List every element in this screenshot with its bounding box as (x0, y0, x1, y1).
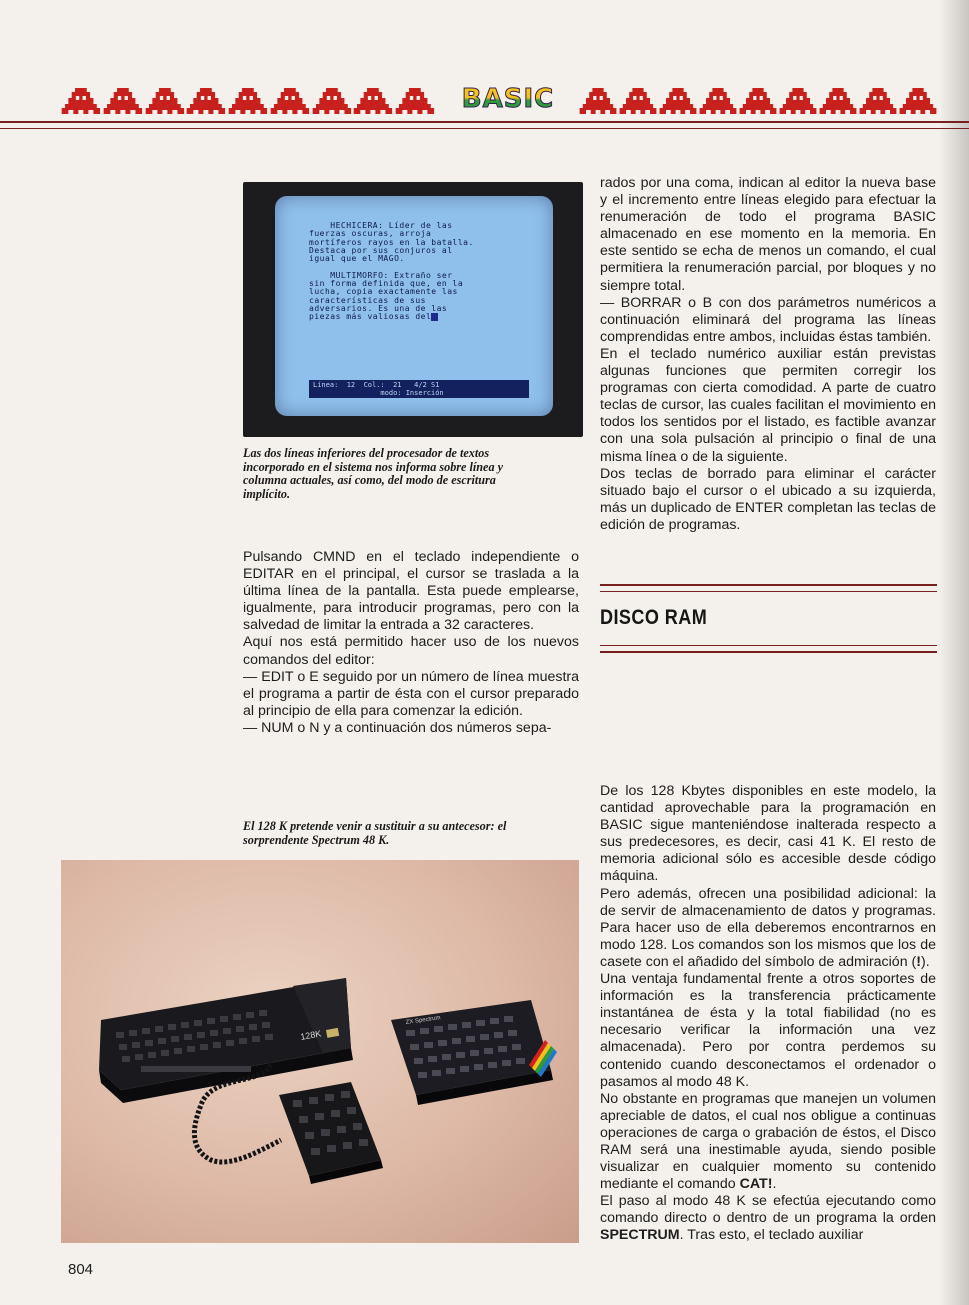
svg-text:128K: 128K (299, 1028, 323, 1042)
screen-text: HECHICERA: Líder de las fuerzas oscuras, arroja mortíferos rayos en la batalla. Destaca por sus conjuros al igual que el MAGO. MULTIMORFO: Extraño ser sin forma definida que, en la lucha, copia exactamente las características de sus adversarios. Es una de las piezas más valiosas del (309, 221, 474, 322)
svg-text:ZX Spectrum: ZX Spectrum (405, 1015, 441, 1026)
paragraph: Una ventaja fundamental frente a otros soportes de información es la transferencia prácticamente instantánea de ésta y la total fiabilidad (no es necesario verificar la información una vez almacenada). Pero por contra perdemos su contenido cuando desconectamos el ordenador o pasamos al modo 48 K. (600, 971, 936, 1090)
space-invader-icon (311, 82, 353, 116)
computer-figure-caption: El 128 K pretende venir a sustituir a su antecesor: el sorprendente Spectrum 48 K. (243, 819, 507, 847)
header-rule-bottom (0, 128, 969, 129)
right-column-text-top (600, 175, 936, 534)
space-invader-icon (618, 82, 658, 116)
space-invader-icon (738, 82, 778, 116)
spectrum-128k-photo (61, 860, 579, 1243)
paragraph: En el teclado numérico auxiliar están previstas algunas funciones que permiten corregir los programas con cierta comodidad. A parte de cuatro teclas de cursor, las cuales facilitan el movimiento en todos los sentidos por el listado, es factible avanzar con una sola pulsación al principio o final de una misma línea o de la siguiente. (600, 345, 936, 465)
space-invader-icon (898, 82, 938, 116)
left-column-text (243, 549, 579, 737)
paragraph: — NUM o N y a continuación dos números sepa- (243, 719, 552, 736)
space-invader-icon (818, 82, 858, 116)
space-invader-icon (102, 82, 144, 116)
space-invader-icon (778, 82, 818, 116)
header-rule-top (0, 121, 969, 123)
space-invader-icon (227, 82, 269, 116)
paragraph: Dos teclas de borrado para eliminar el carácter situado bajo el cursor o el ubicado a su izquierda, más un duplicado de ENTER completan las teclas de edición de programas. (600, 465, 936, 533)
section-rule-4 (600, 651, 937, 653)
monster-row-left (60, 82, 436, 116)
paragraph: No obstante en programas que manejen un volumen apreciable de datos, el cual nos obligue a continuas operaciones de carga o grabación de éstos, el Disco RAM será una inestimable ayuda, siendo posible visualizar en cualquier momento su contenido mediante el comando CAT!. (600, 1090, 936, 1193)
paragraph: — BORRAR o B con dos parámetros numéricos a continuación eliminará del programa las líneas comprendidas entre ambos, incluidas éstas también. (600, 294, 936, 345)
page-number: 804 (68, 1261, 94, 1278)
space-invader-icon (144, 82, 186, 116)
screen-figure-caption: Las dos líneas inferiores del procesador de textos incorporado en el sistema nos informa sobre línea y columna actuales, así como, del modo de escritura implícito. (243, 446, 504, 501)
section-rule-1 (600, 584, 937, 586)
space-invader-icon (394, 82, 436, 116)
section-rule-2 (600, 591, 937, 592)
space-invader-icon (698, 82, 738, 116)
space-invader-icon (269, 82, 311, 116)
right-column-text-bottom (600, 783, 936, 1245)
editor-status-bar: Línea: 12 Col.: 21 4/2 S1 modo: Inserción (309, 380, 529, 398)
space-invader-icon (578, 82, 618, 116)
space-invader-icon (185, 82, 227, 116)
monster-row-right (578, 82, 938, 116)
basic-logo: BASIC (450, 84, 566, 114)
paragraph: — EDIT o E seguido por un número de línea muestra el programa a partir de ésta con el cursor preparado al principio de ella para comenzar la edición. (243, 668, 579, 719)
spectrum-48k-computer (391, 1000, 557, 1105)
section-rule-3 (600, 645, 937, 646)
space-invader-icon (858, 82, 898, 116)
paragraph: Pero además, ofrecen una posibilidad adicional: la de servir de almacenamiento de datos y programas. Para hacer uso de ella deberemos encontrarnos en modo 128. Los comandos son los mismos que los de casete con el añadido del símbolo de admiración (!). (600, 885, 936, 970)
crt-screen (275, 196, 553, 416)
space-invader-icon (658, 82, 698, 116)
section-title: DISCO RAM (600, 606, 708, 629)
space-invader-icon (352, 82, 394, 116)
paragraph: Pulsando CMND en el teclado independiente o EDITAR en el principal, el cursor se traslada a la última línea de la pantalla. Esta puede emplearse, igualmente, para introducir programas, pero con la salvedad de limitar la entrada a 32 caracteres. (243, 549, 579, 634)
space-invader-icon (60, 82, 102, 116)
numeric-keypad (279, 1082, 383, 1184)
monitor-screenshot-figure (243, 182, 583, 437)
paragraph: El paso al modo 48 K se efectúa ejecutando como comando directo o dentro de un programa la orden SPECTRUM. Tras esto, el teclado auxiliar (600, 1193, 936, 1244)
paragraph: rados por una coma, indican al editor la nueva base y el incremento entre líneas elegido para efectuar la renumeración de todo el programa BASIC almacenado en ese momento en la memoria. En este sentido se echa de menos un comando, el cual permitiera la renumeración parcial, por bloques y no siempre total. (600, 175, 936, 294)
page-edge-shadow (939, 0, 969, 1305)
paragraph: De los 128 Kbytes disponibles en este modelo, la cantidad aprovechable para la programación en BASIC sigue manteniéndose inalterada respecto a sus predecesores, es decir, casi 41 K. El resto de memoria adicional sólo es accesible desde código máquina. (600, 783, 936, 885)
paragraph: Aquí nos está permitido hacer uso de los nuevos comandos del editor: (243, 634, 579, 668)
computer-illustration (61, 860, 579, 1243)
header-band (60, 82, 938, 116)
text-cursor (431, 313, 438, 321)
